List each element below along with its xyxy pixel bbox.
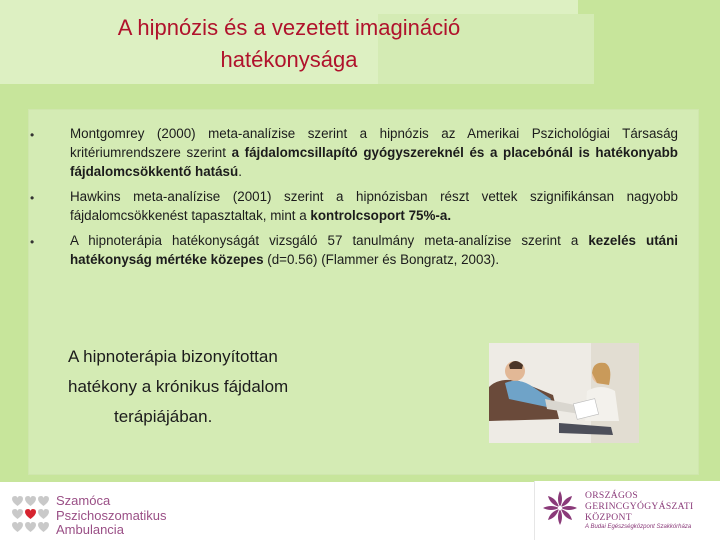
ogyk-logo-line-2: GERINCGYÓGYÁSZATI (585, 501, 694, 512)
bullet-item (30, 187, 678, 225)
ogyk-logo-subtitle: A Budai Egészségközpont Szakkórháza (585, 524, 692, 530)
hearts-icon (8, 493, 52, 537)
ogyk-logo-line-3: KÖZPONT (585, 512, 632, 523)
ogyk-logo-line-1: ORSZÁGOS (585, 490, 639, 501)
bullet-dot: • (30, 191, 35, 205)
key-claim-line-2: hatékony a krónikus fájdalom (68, 377, 289, 396)
szamoca-logo (8, 493, 198, 537)
szamoca-logo-text (56, 494, 167, 538)
key-claim (68, 342, 358, 432)
bullet-text-part: A hipnoterápia hatékonyságát vizsgáló 57 tanulmány meta-analízise szerint a (70, 233, 589, 248)
bullet-text-part: . (238, 164, 242, 179)
slide-title (0, 12, 578, 76)
bullet-dot: • (30, 235, 35, 249)
bullet-text-part: (d=0.56) (Flammer és Bongratz, 2003). (263, 252, 500, 267)
bullet-item (30, 231, 678, 269)
therapy-session-photo (489, 343, 639, 443)
bullet-list (30, 124, 678, 275)
szamoca-logo-line-3: Ambulancia (56, 522, 124, 537)
bullet-text-bold: kezelés utáni hatékonyság mértéke közepes (70, 233, 678, 267)
bullet-dot: • (30, 128, 35, 142)
szamoca-logo-line-1: Szamóca (56, 493, 111, 508)
bullet-text-part: Montgomrey (2000) meta-analízise szerint a hipnózis az Amerikai Pszichológiai Társaság kritériumrendszere szerint (70, 126, 678, 160)
slide-title-line-1: A hipnózis és a vezetett imagináció (117, 15, 461, 40)
bullet-item (30, 124, 678, 181)
bullet-text (70, 231, 678, 269)
bullet-text-bold: a fájdalomcsillapító gyógyszereknél és a placebónál is hatékonyabb fájdalomcsökkentő hatású (70, 145, 678, 179)
key-claim-line-1: A hipnoterápia bizonyítottan (68, 347, 278, 366)
bullet-text-bold: kontrolcsoport 75%-a. (310, 208, 452, 223)
title-panel (0, 0, 578, 84)
bullet-text (70, 187, 678, 225)
ogyk-logo (534, 481, 720, 540)
bullet-text (70, 124, 678, 181)
bullet-text-part: Hawkins meta-analízise (2001) szerint a hipnózisban részt vettek szignifikánsan nagyobb fájdalomcsökkenést tapasztaltak, mint a (70, 189, 678, 223)
szamoca-logo-line-2: Pszichoszomatikus (56, 507, 167, 523)
ogyk-emblem-icon (539, 487, 581, 529)
slide-title-line-2: hatékonysága (220, 47, 358, 72)
key-claim-line-3: terápiájában. (114, 407, 213, 426)
